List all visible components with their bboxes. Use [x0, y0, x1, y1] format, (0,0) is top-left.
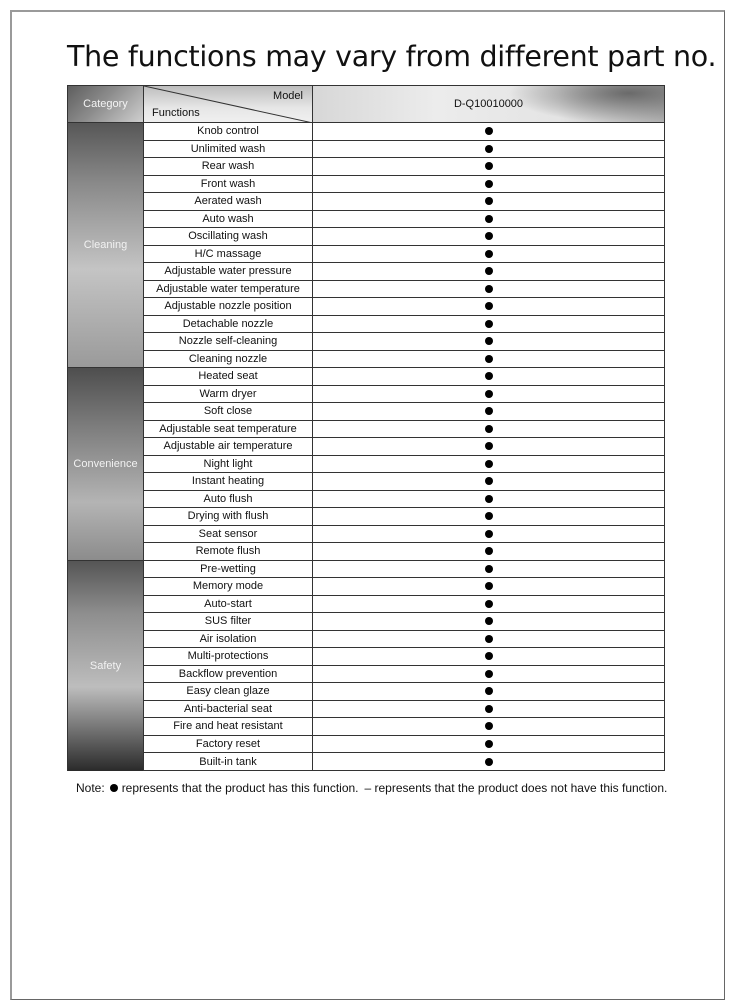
- function-availability: [313, 666, 664, 683]
- function-availability: [313, 386, 664, 403]
- table-row: [144, 648, 664, 666]
- table-row: [144, 718, 664, 736]
- table-row: [144, 333, 664, 351]
- function-availability: [313, 491, 664, 508]
- filled-dot-icon: [485, 460, 493, 468]
- table-row: [144, 421, 664, 439]
- table-row: [144, 561, 664, 579]
- function-availability: [313, 421, 664, 438]
- filled-dot-icon: [485, 547, 493, 555]
- table-row: [144, 736, 664, 754]
- function-name: Easy clean glaze: [144, 683, 313, 700]
- function-availability: [313, 211, 664, 228]
- function-table: [67, 85, 665, 771]
- filled-dot-icon: [485, 320, 493, 328]
- table-row: [144, 368, 664, 386]
- function-name: Adjustable nozzle position: [144, 298, 313, 315]
- filled-dot-icon: [485, 372, 493, 380]
- table-row: [144, 386, 664, 404]
- function-name: Backflow prevention: [144, 666, 313, 683]
- function-name: Memory mode: [144, 578, 313, 595]
- function-availability: [313, 158, 664, 175]
- function-name: Auto flush: [144, 491, 313, 508]
- filled-dot-icon: [485, 600, 493, 608]
- table-row: [144, 631, 664, 649]
- filled-dot-icon: [485, 740, 493, 748]
- filled-dot-icon: [485, 337, 493, 345]
- function-availability: [313, 718, 664, 735]
- function-name: Auto wash: [144, 211, 313, 228]
- table-row: [144, 701, 664, 719]
- header-model-label: Model: [273, 90, 303, 102]
- footnote: [76, 781, 667, 795]
- function-availability: [313, 403, 664, 420]
- function-availability: [313, 613, 664, 630]
- function-name: Aerated wash: [144, 193, 313, 210]
- table-row: [144, 596, 664, 614]
- filled-dot-icon: [485, 617, 493, 625]
- function-name: Adjustable air temperature: [144, 438, 313, 455]
- category-cell: Convenience: [68, 368, 144, 561]
- table-row: [144, 683, 664, 701]
- filled-dot-icon: [485, 407, 493, 415]
- function-name: Night light: [144, 456, 313, 473]
- function-availability: [313, 263, 664, 280]
- function-availability: [313, 456, 664, 473]
- filled-dot-icon: [485, 162, 493, 170]
- table-row: [144, 438, 664, 456]
- header-category: Category: [68, 86, 144, 123]
- function-availability: [313, 141, 664, 158]
- function-availability: [313, 351, 664, 368]
- table-row: [144, 316, 664, 334]
- table-row: [144, 613, 664, 631]
- function-availability: [313, 543, 664, 560]
- function-availability: [313, 228, 664, 245]
- function-availability: [313, 246, 664, 263]
- note-prefix: Note:: [76, 781, 105, 795]
- header-functions-label: Functions: [152, 107, 200, 119]
- table-row: [144, 578, 664, 596]
- function-name: Heated seat: [144, 368, 313, 385]
- filled-dot-icon: [485, 302, 493, 310]
- function-name: Knob control: [144, 123, 313, 140]
- function-name: Auto-start: [144, 596, 313, 613]
- table-row: [144, 246, 664, 264]
- function-name: Built-in tank: [144, 753, 313, 771]
- filled-dot-icon: [485, 670, 493, 678]
- category-cell: Safety: [68, 561, 144, 771]
- table-row: [144, 753, 664, 771]
- function-name: Anti-bacterial seat: [144, 701, 313, 718]
- filled-dot-icon: [485, 442, 493, 450]
- filled-dot-icon: [485, 232, 493, 240]
- filled-dot-icon: [485, 565, 493, 573]
- table-row: [144, 351, 664, 369]
- filled-dot-icon: [485, 215, 493, 223]
- filled-dot-icon: [485, 267, 493, 275]
- table-row: [144, 211, 664, 229]
- table-row: [144, 281, 664, 299]
- table-row: [144, 543, 664, 561]
- function-name: Front wash: [144, 176, 313, 193]
- function-availability: [313, 176, 664, 193]
- function-availability: [313, 736, 664, 753]
- filled-dot-icon: [485, 652, 493, 660]
- filled-dot-icon: [485, 127, 493, 135]
- table-row: [144, 141, 664, 159]
- filled-dot-icon: [485, 512, 493, 520]
- function-availability: [313, 298, 664, 315]
- function-name: Pre-wetting: [144, 561, 313, 578]
- filled-dot-icon: [485, 722, 493, 730]
- function-name: Cleaning nozzle: [144, 351, 313, 368]
- function-availability: [313, 368, 664, 385]
- filled-dot-icon: [485, 495, 493, 503]
- filled-dot-icon: [485, 355, 493, 363]
- filled-dot-icon: [485, 530, 493, 538]
- filled-dot-icon: [485, 582, 493, 590]
- function-name: Instant heating: [144, 473, 313, 490]
- filled-dot-icon: [110, 784, 118, 792]
- table-row: [144, 176, 664, 194]
- function-name: Multi-protections: [144, 648, 313, 665]
- function-name: Drying with flush: [144, 508, 313, 525]
- filled-dot-icon: [485, 705, 493, 713]
- function-name: Factory reset: [144, 736, 313, 753]
- function-name: Adjustable seat temperature: [144, 421, 313, 438]
- function-availability: [313, 701, 664, 718]
- function-name: Rear wash: [144, 158, 313, 175]
- filled-dot-icon: [485, 425, 493, 433]
- filled-dot-icon: [485, 477, 493, 485]
- table-row: [144, 263, 664, 281]
- note-has-text: represents that the product has this function.: [121, 781, 359, 795]
- function-availability: [313, 631, 664, 648]
- function-availability: [313, 316, 664, 333]
- function-name: Seat sensor: [144, 526, 313, 543]
- function-availability: [313, 333, 664, 350]
- category-cell: Cleaning: [68, 123, 144, 368]
- filled-dot-icon: [485, 390, 493, 398]
- table-row: [144, 158, 664, 176]
- table-row: [144, 491, 664, 509]
- table-row: [144, 228, 664, 246]
- table-row: [144, 123, 664, 141]
- function-name: H/C massage: [144, 246, 313, 263]
- table-row: [144, 298, 664, 316]
- function-availability: [313, 281, 664, 298]
- function-name: Soft close: [144, 403, 313, 420]
- function-name: Remote flush: [144, 543, 313, 560]
- function-name: Adjustable water pressure: [144, 263, 313, 280]
- header-model-value: D-Q10010000: [313, 86, 664, 123]
- function-availability: [313, 683, 664, 700]
- function-name: Warm dryer: [144, 386, 313, 403]
- function-availability: [313, 473, 664, 490]
- function-availability: [313, 561, 664, 578]
- function-name: Unlimited wash: [144, 141, 313, 158]
- filled-dot-icon: [485, 250, 493, 258]
- filled-dot-icon: [485, 197, 493, 205]
- filled-dot-icon: [485, 687, 493, 695]
- table-row: [144, 666, 664, 684]
- function-name: Fire and heat resistant: [144, 718, 313, 735]
- function-availability: [313, 123, 664, 140]
- function-availability: [313, 648, 664, 665]
- table-row: [144, 403, 664, 421]
- header-diagonal-cell: [144, 86, 313, 123]
- filled-dot-icon: [485, 180, 493, 188]
- filled-dot-icon: [485, 635, 493, 643]
- table-row: [144, 508, 664, 526]
- table-row: [144, 473, 664, 491]
- function-availability: [313, 193, 664, 210]
- function-availability: [313, 438, 664, 455]
- table-row: [144, 526, 664, 544]
- function-name: Air isolation: [144, 631, 313, 648]
- function-name: Adjustable water temperature: [144, 281, 313, 298]
- function-name: Detachable nozzle: [144, 316, 313, 333]
- function-availability: [313, 508, 664, 525]
- filled-dot-icon: [485, 285, 493, 293]
- function-availability: [313, 578, 664, 595]
- note-not-text: – represents that the product does not have this function.: [364, 781, 668, 795]
- function-availability: [313, 753, 664, 771]
- filled-dot-icon: [485, 145, 493, 153]
- function-name: SUS filter: [144, 613, 313, 630]
- function-availability: [313, 526, 664, 543]
- table-row: [144, 193, 664, 211]
- function-name: Nozzle self-cleaning: [144, 333, 313, 350]
- function-availability: [313, 596, 664, 613]
- page-title: The functions may vary from different part no.: [67, 40, 717, 73]
- function-name: Oscillating wash: [144, 228, 313, 245]
- table-row: [144, 456, 664, 474]
- filled-dot-icon: [485, 758, 493, 766]
